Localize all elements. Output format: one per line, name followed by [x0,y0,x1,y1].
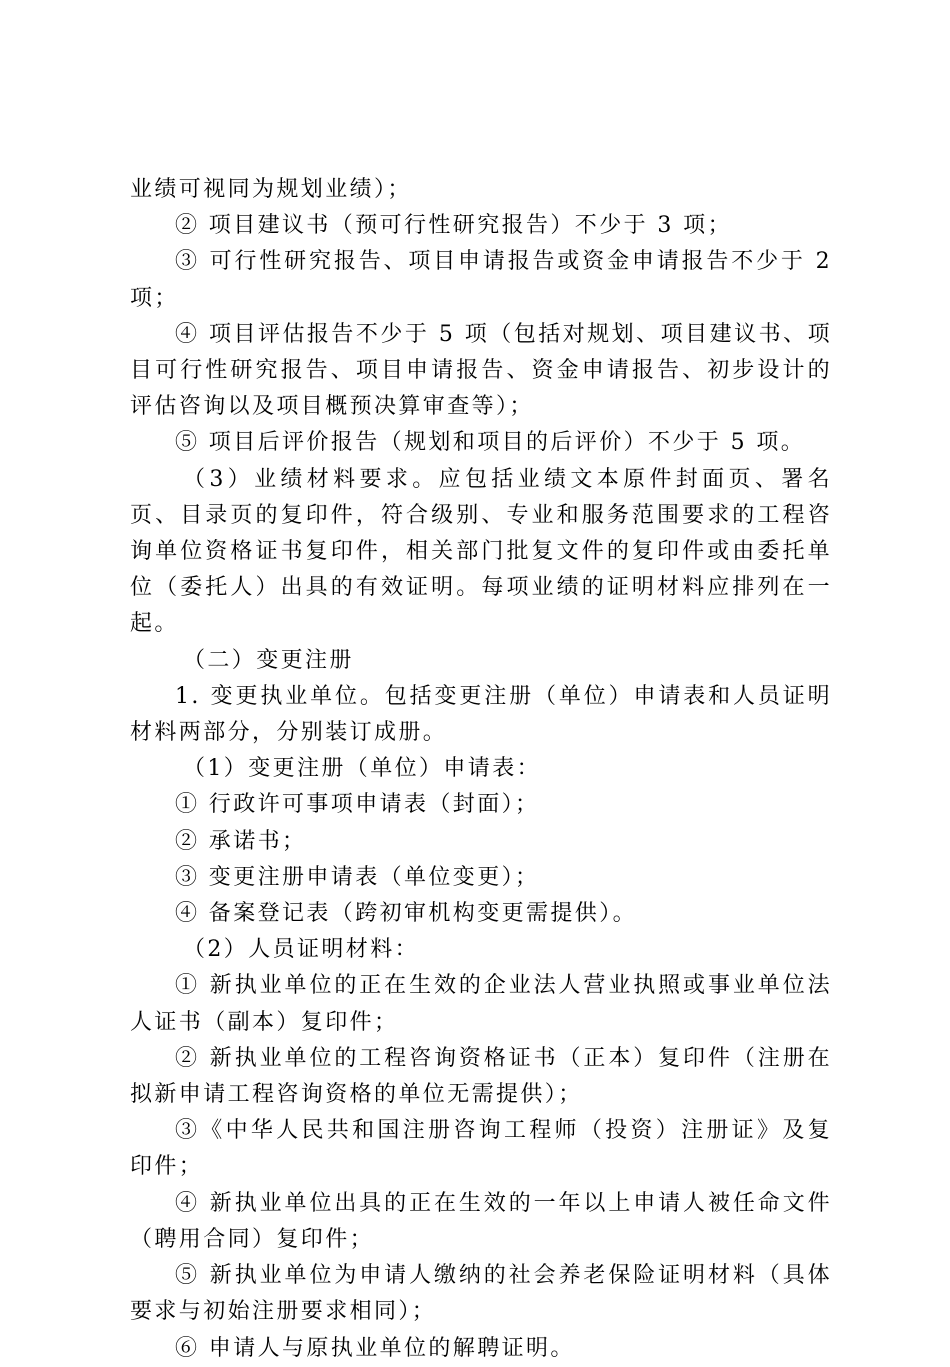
paragraph-1: 业绩可视同为规划业绩）； [130,177,412,202]
paragraph-10: ① 行政许可事项申请表（封面）； [175,792,540,818]
paragraph-4: ④ 项目评估报告不少于 5 项（包括对规划、项目建议书、项目可行性研究报告、项目申请报告、资金申请报告、初步设计的评估咨询以及项目概预决算审查等）； [130,321,832,420]
paragraph-3: ③ 可行性研究报告、项目申请报告或资金申请报告不少于 2 项； [130,249,832,311]
paragraph-5: ⑤ 项目后评价报告（规划和项目的后评价）不少于 5 项。 [175,430,806,456]
paragraph-16: ② 新执业单位的工程咨询资格证书（正本）复印件（注册在拟新申请工程咨询资格的单位无需提供）； [130,1045,832,1108]
paragraph-18: ④ 新执业单位出具的正在生效的一年以上申请人被任命文件（聘用合同）复印件； [130,1190,832,1252]
paragraph-15: ① 新执业单位的正在生效的企业法人营业执照或事业单位法人证书（副本）复印件； [130,973,832,1035]
paragraph-11: ② 承诺书； [175,828,307,854]
section-heading-change-registration: （二）变更注册 [183,647,354,673]
paragraph-9: （1）变更注册（单位）申请表： [183,756,541,782]
paragraph-20: ⑥ 申请人与原执业单位的解聘证明。 [175,1335,575,1361]
document-page [130,172,832,1367]
paragraph-17: ③《中华人民共和国注册咨询工程师（投资）注册证》及复印件； [130,1118,832,1180]
paragraph-19: ⑤ 新执业单位为申请人缴纳的社会养老保险证明材料（具体要求与初始注册要求相同）； [130,1263,832,1325]
paragraph-6: （3）业绩材料要求。应包括业绩文本原件封面页、署名页、目录页的复印件，符合级别、专业和服务范围要求的工程咨询单位资格证书复印件，相关部门批复文件的复印件或由委托单位（委托人）出具的有效证明。每项业绩的证明材料应排列在一起。 [130,466,832,637]
paragraph-13: ④ 备案登记表（跨初审机构变更需提供）。 [175,901,637,927]
paragraph-14: （2）人员证明材料： [183,937,419,963]
paragraph-2: ② 项目建议书（预可行性研究报告）不少于 3 项； [175,213,732,239]
paragraph-8: 1. 变更执业单位。包括变更注册（单位）申请表和人员证明材料两部分，分别装订成册。 [130,683,832,746]
paragraph-12: ③ 变更注册申请表（单位变更）； [175,864,540,890]
